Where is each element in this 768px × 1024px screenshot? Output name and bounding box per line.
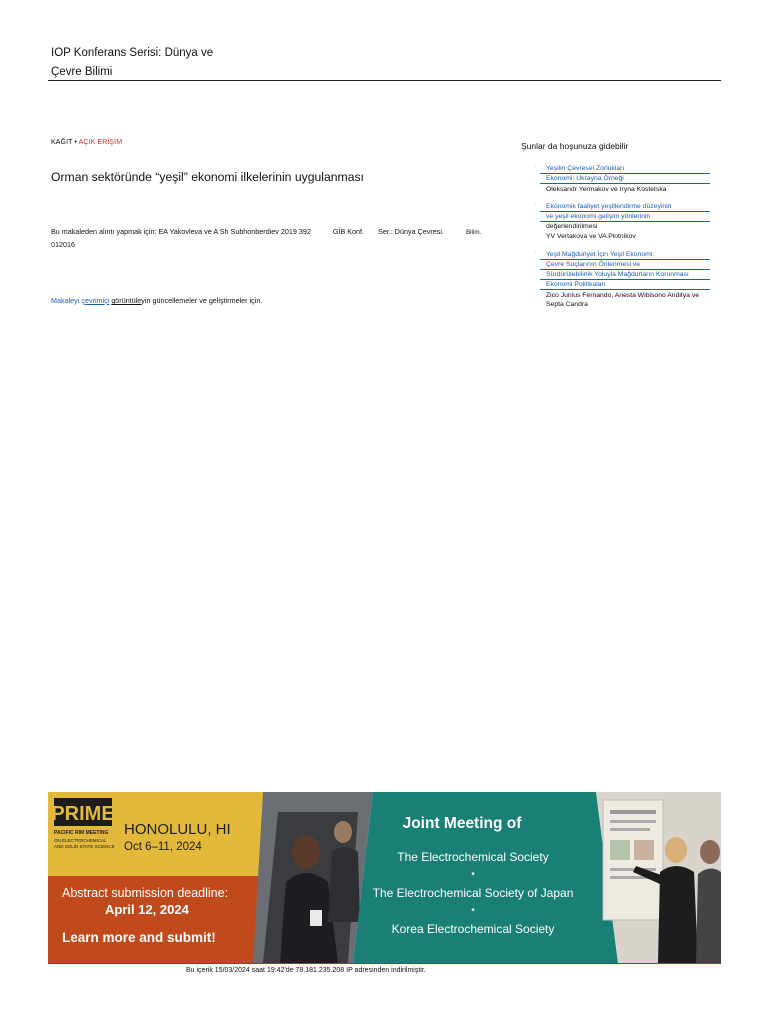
related-item-authors: YV Vertakova ve VA Plotnikov	[546, 233, 636, 240]
citation-science: Bilim.	[465, 229, 482, 236]
prime-sub-3: AND SOLID STATE SCIENCE	[54, 844, 115, 849]
bullet-1: •	[471, 869, 475, 880]
cta-text: Learn more and submit!	[62, 930, 216, 945]
open-access-label: AÇIK ERİŞİM	[78, 139, 123, 146]
related-item-title-line[interactable]: Yeşilin Çevresel Zorlukları	[540, 164, 710, 174]
citation-conf: GİB Konf.	[332, 227, 365, 236]
journal-name	[51, 44, 213, 82]
prime-sub-2: ON ELECTROCHEMICAL	[54, 838, 107, 843]
download-footer: Bu içerik 15/03/2024 saat 19:42'de 78.181.235.208 IP adresinden indirilmiştir.	[186, 967, 426, 974]
location-text: HONOLULU, HI	[124, 821, 231, 838]
citation-series: Ser.: Dünya Çevresi.	[378, 227, 444, 236]
view-online-link[interactable]: çevrimiçi	[81, 296, 110, 305]
prime-logo-text: PRIME	[51, 803, 115, 825]
citation-block	[51, 226, 481, 251]
view-online-line	[51, 296, 262, 305]
society-2: The Electrochemical Society of Japan	[372, 886, 574, 900]
tag-separator: •	[72, 139, 79, 146]
article-type-label: KAĞIT	[51, 139, 73, 146]
header-divider	[48, 80, 721, 81]
related-item-title-line[interactable]: Çevre Suçlarının Önlenmesi ve	[540, 260, 710, 270]
banner-underline	[48, 963, 721, 964]
journal-name-line2: Çevre Bilimi	[51, 66, 113, 78]
view-link[interactable]: görüntüle	[111, 296, 142, 305]
article-type-tag	[51, 139, 122, 146]
joint-title: Joint Meeting of	[402, 815, 522, 832]
article-title: Orman sektöründe “yeşil” ekonomi ilkelerinin uygulanması	[51, 170, 364, 184]
related-item-title-line: değerlendirilmesi	[546, 223, 598, 230]
bullet-icon: ·	[534, 201, 537, 208]
related-item-title-line[interactable]: Sürdürülebilirlik Yoluyla Mağdurların Korunması	[540, 270, 710, 280]
citation-number: 012016	[51, 240, 75, 249]
ad-banner-graphic[interactable]	[48, 792, 721, 963]
related-heading: Şunlar da hoşunuza gidebilir	[521, 141, 629, 151]
bullet-icon: ·	[534, 163, 537, 170]
related-item[interactable]	[534, 201, 710, 241]
deadline-date: April 12, 2024	[105, 902, 189, 917]
journal-name-line1: IOP Konferans Serisi: Dünya ve	[51, 47, 214, 59]
related-item[interactable]	[534, 163, 710, 194]
related-item-title-line[interactable]: Ekonomik faaliyet yeşillendirme düzeyinin	[540, 202, 710, 212]
deadline-label: Abstract submission deadline:	[62, 886, 229, 900]
society-1: The Electrochemical Society	[397, 850, 549, 864]
ad-banner[interactable]	[48, 792, 721, 963]
related-item-authors: Oleksandr Yermakov ve Iryna Kostetska	[546, 186, 667, 193]
society-3: Korea Electrochemical Society	[391, 922, 555, 936]
dates-text: Oct 6–11, 2024	[124, 841, 202, 853]
related-item[interactable]	[534, 249, 710, 309]
bullet-2: •	[471, 905, 475, 916]
bullet-icon: ·	[534, 249, 537, 256]
prime-sub-1: PACIFIC RIM MEETING	[54, 830, 109, 836]
related-item-authors: Zico Junius Fernando, Ariesta Wibisono Anditya ve Septa Candra	[546, 292, 700, 308]
citation-text: Bu makaleden alıntı yapmak için: EA Yakovleva ve A Sh Subhonberdiev 2019 392	[51, 227, 311, 236]
related-item-title-line[interactable]: ve yeşil ekonomi gelişim yönlerinin	[540, 212, 710, 222]
related-item-title-line[interactable]: Yeşil Mağduriyet İçin Yeşil Ekonomi:	[540, 250, 710, 260]
view-online-prefix[interactable]: Makaleyi	[51, 296, 82, 305]
related-item-title-line[interactable]: Ekonomi: Ukrayna Örneği	[540, 174, 710, 184]
view-online-suffix: yin güncellemeler ve geliştirmeler için.	[141, 296, 263, 305]
related-item-title-line[interactable]: Ekonomi Politikaları	[540, 280, 710, 290]
